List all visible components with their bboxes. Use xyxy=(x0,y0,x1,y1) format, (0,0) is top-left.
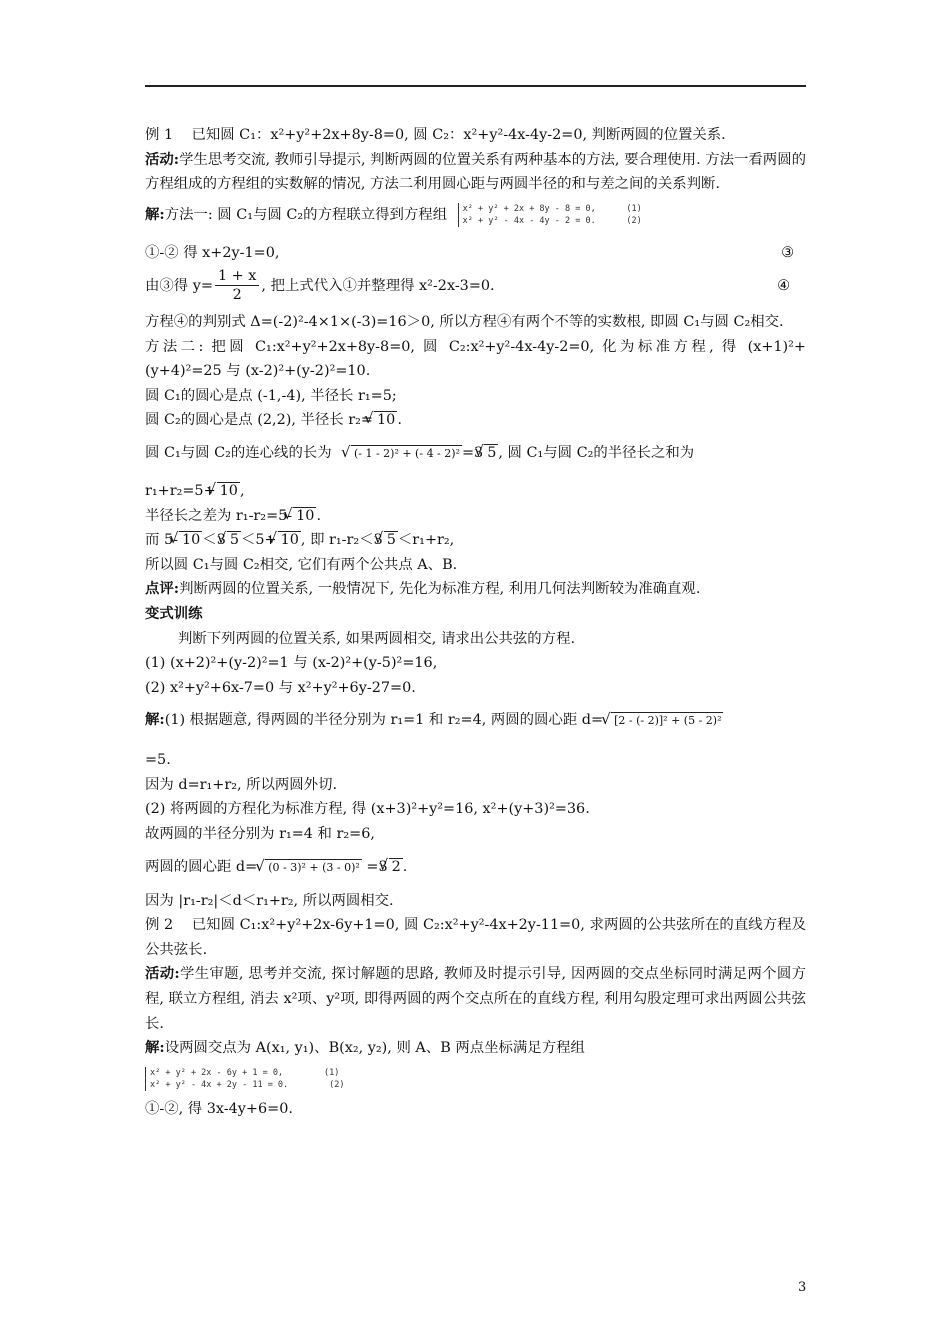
variant-question-2: (2) x²+y²+6x-7=0 与 x²+y²+6y-27=0. xyxy=(145,679,416,696)
step-substitute-prefix: 由③得 y= xyxy=(145,277,213,294)
equation-system-2-line-1: x² + y² + 2x - 6y + 1 = 0, (1) xyxy=(150,1067,340,1078)
solution-1-intro-text: 方法一: 圆 C₁与圆 C₂的方程联立得到方程组 xyxy=(164,206,448,223)
variant-heading: 变式训练 xyxy=(145,604,203,622)
header-rule xyxy=(145,85,806,87)
inequality-part: ＜5+ xyxy=(241,532,277,549)
equals-3: =3 xyxy=(361,858,388,875)
circle-1-center: 圆 C₁的圆心是点 (-1,-4), 半径长 r₁=5; xyxy=(145,387,397,404)
equation-tag-4: ④ xyxy=(777,277,790,294)
example-1-label: 例 1 xyxy=(145,127,174,143)
activity-1-text: 学生思考交流, 教师引导提示, 判断两圆的位置关系有两种基本的方法, 要合理使用. 方法一看两圆的方程组成的方程组的实数解的情况, 方法二利用圆心距与两圆半径的和与差之间的关系判断. xyxy=(145,151,806,193)
solution-1-intro xyxy=(145,203,806,228)
solution-2-distance-text: 两圆的圆心距 d= xyxy=(145,858,258,875)
solution-2-radii: 故两圆的半径分别为 r₁=4 和 r₂=6, xyxy=(145,826,375,843)
inequality-part: , 即 r₁-r₂＜3 xyxy=(300,532,383,549)
radical-sqrt-10: √ 10 xyxy=(293,507,316,524)
radical-sqrt-10: √ 10 xyxy=(217,482,240,499)
radius-diff xyxy=(145,504,806,529)
document-body xyxy=(145,123,806,1122)
period: . xyxy=(316,507,322,524)
comment-1-label: 点评: xyxy=(145,580,180,598)
step-substitute-suffix: , 把上式代入①并整理得 x²-2x-3=0. xyxy=(261,277,495,294)
activity-2 xyxy=(145,962,806,1036)
radius-sum-text: , 圆 C₁与圆 C₂的半径长之和为 xyxy=(498,444,695,461)
equation-system-1-line-2: x² + y² - 4x - 4y - 2 = 0. (2) xyxy=(462,215,642,226)
solution-1-label: 解: xyxy=(145,205,165,223)
solution-2-tangent: 因为 d=r₁+r₂, 所以两圆外切. xyxy=(145,776,338,793)
inequality-part: 而 5- xyxy=(145,532,178,549)
center-distance-text: 圆 C₁与圆 C₂的连心线的长为 xyxy=(145,444,332,461)
solution-2-distance xyxy=(145,847,806,887)
fraction-numerator: 1 + x xyxy=(215,267,259,286)
activity-1 xyxy=(145,148,806,197)
radical-sqrt-5: √ 5 xyxy=(484,444,498,461)
equation-tag-3: ③ xyxy=(781,245,794,262)
step-subtract xyxy=(145,241,806,266)
conclusion-1: 所以圆 C₁与圆 C₂相交, 它们有两个公共点 A、B. xyxy=(145,556,458,573)
equation-system-1 xyxy=(458,203,642,227)
period: . xyxy=(397,412,402,429)
solution-3-label: 解: xyxy=(145,1039,165,1057)
example-2-problem: 已知圆 C₁:x²+y²+2x-6y+1=0, 圆 C₂:x²+y²-4x+2y-11=0, 求两圆的公共弦所在的直线方程及公共弦长. xyxy=(145,917,806,958)
equals-3: =3 xyxy=(461,444,484,461)
radical-sqrt-10: √ 10 xyxy=(278,531,301,548)
solution-2-standard-form: (2) 将两圆的方程化为标准方程, 得 (x+3)²+y²=16, x²+(y+3)²=36. xyxy=(145,801,590,818)
radius-sum-expr: r₁+r₂=5+ xyxy=(145,482,216,499)
radius-diff-expr: 半径长之差为 r₁-r₂=5- xyxy=(145,507,293,524)
equation-system-2-line-2: x² + y² - 4x + 2y - 11 = 0. (2) xyxy=(150,1079,345,1090)
example-1 xyxy=(145,123,806,148)
inequality xyxy=(145,528,806,553)
solution-2-step-1 xyxy=(145,700,806,740)
radical-sqrt-10: √ 10 xyxy=(179,531,202,548)
comment-1-text: 判断两圆的位置关系, 一般情况下, 先化为标准方程, 利用几何法判断较为准确直观. xyxy=(179,581,701,598)
inequality-part: ＜r₁+r₂, xyxy=(397,532,455,549)
step-subtract-text: ①-② 得 x+2y-1=0, xyxy=(145,245,280,262)
equation-system-2-row xyxy=(145,1067,806,1092)
variant-question-1: (1) (x+2)²+(y-2)²=1 与 (x-2)²+(y-5)²=16, xyxy=(145,655,438,672)
step-substitute xyxy=(145,266,806,306)
radical-sqrt-5: √ 5 xyxy=(227,531,241,548)
page-number: 3 xyxy=(798,1280,807,1295)
solution-2-result: =5. xyxy=(145,752,171,769)
comma: , xyxy=(239,482,245,499)
solution-3-intro xyxy=(145,1036,806,1061)
radical-distance-d: √ [2 - (- 2)]² + (5 - 2)² xyxy=(611,712,723,729)
activity-1-label: 活动: xyxy=(145,150,180,168)
solution-3-step: ①-②, 得 3x-4y+6=0. xyxy=(145,1101,293,1118)
radius-sum xyxy=(145,479,806,504)
circle-2-center xyxy=(145,408,806,433)
solution-2-step-1-text: (1) 根据题意, 得两圆的半径分别为 r₁=1 和 r₂=4, 两圆的圆心距 d= xyxy=(164,712,604,729)
comment-1 xyxy=(145,577,806,602)
inequality-part: ＜3 xyxy=(202,532,226,549)
example-2 xyxy=(145,913,806,962)
example-1-problem: 已知圆 C₁：x²+y²+2x+8y-8=0, 圆 C₂：x²+y²-4x-4y-2=0, 判断两圆的位置关系. xyxy=(191,127,726,143)
circle-2-center-text: 圆 C₂的圆心是点 (2,2), 半径长 r₂= xyxy=(145,412,373,429)
solution-2-label: 解: xyxy=(145,711,165,729)
method-2-step: 方法二: 把圆 C₁:x²+y²+2x+8y-8=0, 圆 C₂:x²+y²-4x-4y-2=0, 化为标准方程, 得 (x+1)²+(y+4)²=25 与 (x-2)²+(y-2)²=10. xyxy=(145,338,806,380)
radical-distance: √ (- 1 - 2)² + (- 4 - 2)² xyxy=(351,445,462,462)
solution-3-intro-text: 设两圆交点为 A(x₁, y₁)、B(x₂, y₂), 则 A、B 两点坐标满足方程组 xyxy=(164,1040,585,1057)
discriminant-step: 方程④的判别式 Δ=(-2)²-4×1×(-3)=16＞0, 所以方程④有两个不等的实数根, 即圆 C₁与圆 C₂相交. xyxy=(145,313,784,330)
radical-sqrt-2: √ 2 xyxy=(389,858,403,875)
center-distance xyxy=(145,433,806,473)
radical-sqrt-10: √ 10 xyxy=(374,411,397,428)
radical-sqrt-5: √ 5 xyxy=(384,531,398,548)
fraction-y xyxy=(215,267,259,304)
activity-2-text: 学生审题, 思考并交流, 探讨解题的思路, 教师及时提示引导, 因两圆的交点坐标同时满足两个圆方程, 联立方程组, 消去 x²项、y²项, 即得两圆的两个交点所在的直线方程, 利用勾股定理可求出两圆公共弦长. xyxy=(145,966,806,1032)
solution-2-conclusion: 因为 |r₁-r₂|＜d＜r₁+r₂, 所以两圆相交. xyxy=(145,892,394,909)
radical-distance-d2: √ (0 - 3)² + (3 - 0)² xyxy=(265,859,362,876)
fraction-denominator: 2 xyxy=(232,287,242,304)
activity-2-label: 活动: xyxy=(145,965,180,983)
example-2-label: 例 2 xyxy=(145,917,174,934)
variant-prompt: 判断下列两圆的位置关系, 如果两圆相交, 请求出公共弦的方程. xyxy=(178,630,576,647)
equation-system-2 xyxy=(145,1067,344,1091)
equation-system-1-line-1: x² + y² + 2x + 8y - 8 = 0, (1) xyxy=(462,203,642,214)
period: . xyxy=(402,858,408,875)
